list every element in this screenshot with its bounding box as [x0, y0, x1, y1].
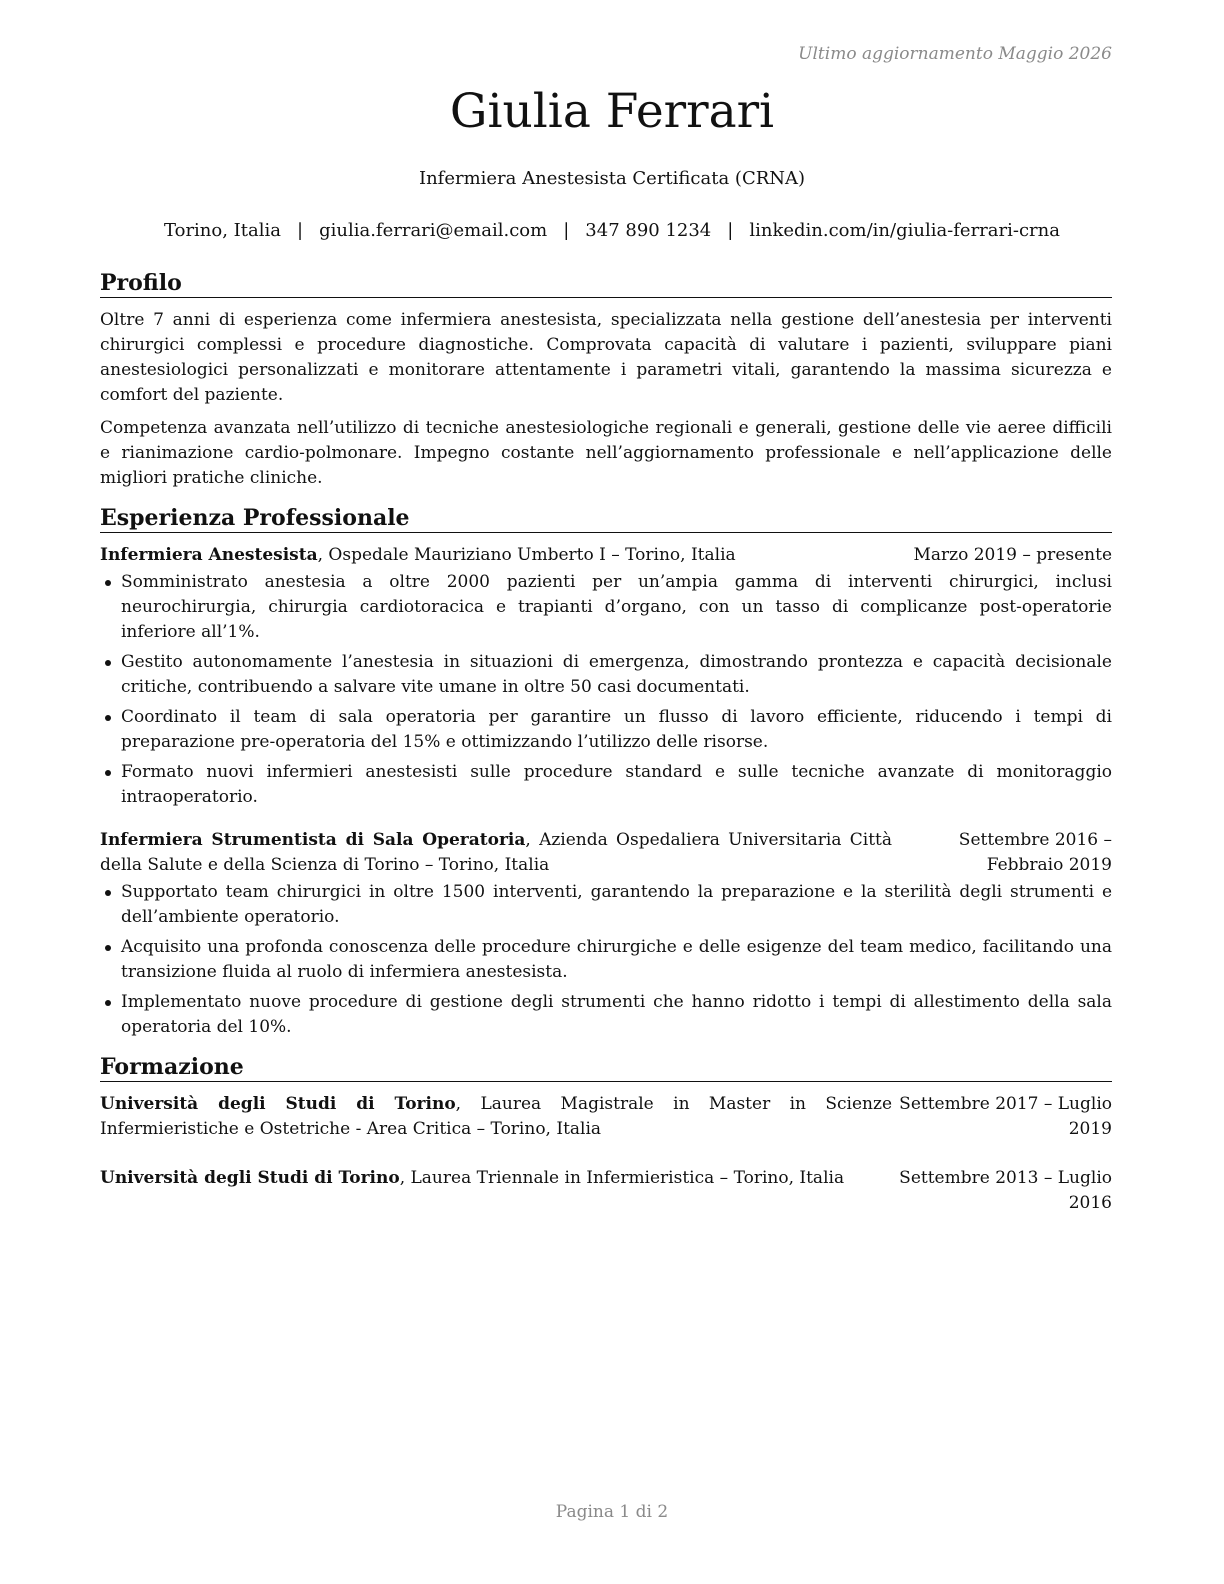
list-item: Coordinato il team di sala operatoria per garantire un flusso di lavoro efficiente, riducendo i tempi di preparazione pre-operatoria del 15% e ottimizzando l’utilizzo delle risorse. [100, 705, 1112, 755]
job-organization: , Ospedale Mauriziano Umberto I – Torino, Italia [317, 545, 736, 565]
education-dates: Settembre 2017 – Luglio 2019 [899, 1094, 1112, 1139]
list-item: Gestito autonomamente l’anestesia in situazioni di emergenza, dimostrando prontezza e capacità decisionale critiche, contribuendo a salvare vite umane in oltre 50 casi documentati. [100, 650, 1112, 700]
profile-section [100, 270, 1112, 491]
list-item: Implementato nuove procedure di gestione degli strumenti che hanno ridotto i tempi di allestimento della sala operatoria del 10%. [100, 990, 1112, 1040]
profile-paragraph: Oltre 7 anni di esperienza come infermiera anestesista, specializzata nella gestione dell’anestesia per interventi chirurgici complessi e procedure diagnostiche. Comprovata capacità di valutare i pazienti, sviluppare piani anestesiologici personalizzati e monitorare attentamente i parametri vitali, garantendo la massima sicurezza e comfort del paziente. [100, 310, 1112, 405]
education-degree: , Laurea Magistrale in Master in Scienze Infermieristiche e Ostetriche - Area Critica – Torino, Italia [100, 1094, 893, 1139]
contact-email[interactable]: giulia.ferrari@email.com [319, 220, 548, 241]
job-header [100, 543, 1112, 568]
contact-separator: | [297, 220, 304, 241]
job-organization: , Azienda Ospedaliera Universitaria Città della Salute e della Scienza di Torino – Torino, Italia [100, 830, 892, 875]
education-entry [100, 1092, 1112, 1142]
contact-linkedin[interactable]: linkedin.com/in/giulia-ferrari-crna [749, 220, 1060, 241]
education-entry [100, 1166, 1112, 1216]
resume-body [100, 270, 1112, 1216]
list-item: Formato nuovi infermieri anestesisti sulle procedure standard e sulle tecniche avanzate di monitoraggio intraoperatorio. [100, 760, 1112, 810]
headline: Infermiera Anestesista Certificata (CRNA) [418, 168, 806, 189]
contact-location: Torino, Italia [164, 220, 281, 241]
education-dates: Settembre 2013 – Luglio 2016 [899, 1168, 1112, 1213]
section-title-profile: Profilo [100, 270, 1112, 298]
list-item: Acquisito una profonda conoscenza delle procedure chirurgiche e delle esigenze del team medico, facilitando una transizione fluida al ruolo di infermiera anestesista. [100, 935, 1112, 985]
job-entry [100, 543, 1112, 810]
education-school: Università degli Studi di Torino [100, 1168, 400, 1188]
contact-separator: | [563, 220, 570, 241]
job-bullets [100, 570, 1112, 810]
job-dates: Marzo 2019 – presente [913, 545, 1112, 565]
job-role: Infermiera Strumentista di Sala Operatoria [100, 830, 526, 850]
experience-section [100, 505, 1112, 1040]
page-number: Pagina 1 di 2 [555, 1502, 669, 1522]
job-dates: Settembre 2016 – Febbraio 2019 [958, 830, 1112, 875]
list-item: Supportato team chirurgici in oltre 1500 interventi, garantendo la preparazione e la sterilità degli strumenti e dell’ambiente operatorio. [100, 880, 1112, 930]
contact-line [0, 220, 1224, 241]
job-header [100, 828, 1112, 878]
candidate-name: Giulia Ferrari [449, 84, 775, 139]
job-entry [100, 828, 1112, 1040]
contact-phone[interactable]: 347 890 1234 [585, 220, 712, 241]
education-degree: , Laurea Triennale in Infermieristica – Torino, Italia [399, 1168, 845, 1188]
job-bullets [100, 880, 1112, 1040]
section-title-experience: Esperienza Professionale [100, 505, 1112, 533]
profile-paragraph: Competenza avanzata nell’utilizzo di tecniche anestesiologiche regionali e generali, gestione delle vie aeree difficili e rianimazione cardio-polmonare. Impegno costante nell’aggiornamento professionale e nell’applicazione delle migliori pratiche cliniche. [100, 418, 1112, 488]
last-updated: Ultimo aggiornamento Maggio 2026 [798, 44, 1112, 64]
job-role: Infermiera Anestesista [100, 545, 318, 565]
education-section [100, 1054, 1112, 1216]
contact-separator: | [727, 220, 734, 241]
section-title-education: Formazione [100, 1054, 1112, 1082]
list-item: Somministrato anestesia a oltre 2000 pazienti per un’ampia gamma di interventi chirurgici, inclusi neurochirurgia, chirurgia cardiotoracica e trapianti d’organo, con un tasso di complicanze post-operatorie inferiore all’1%. [100, 570, 1112, 645]
education-school: Università degli Studi di Torino [100, 1094, 456, 1114]
